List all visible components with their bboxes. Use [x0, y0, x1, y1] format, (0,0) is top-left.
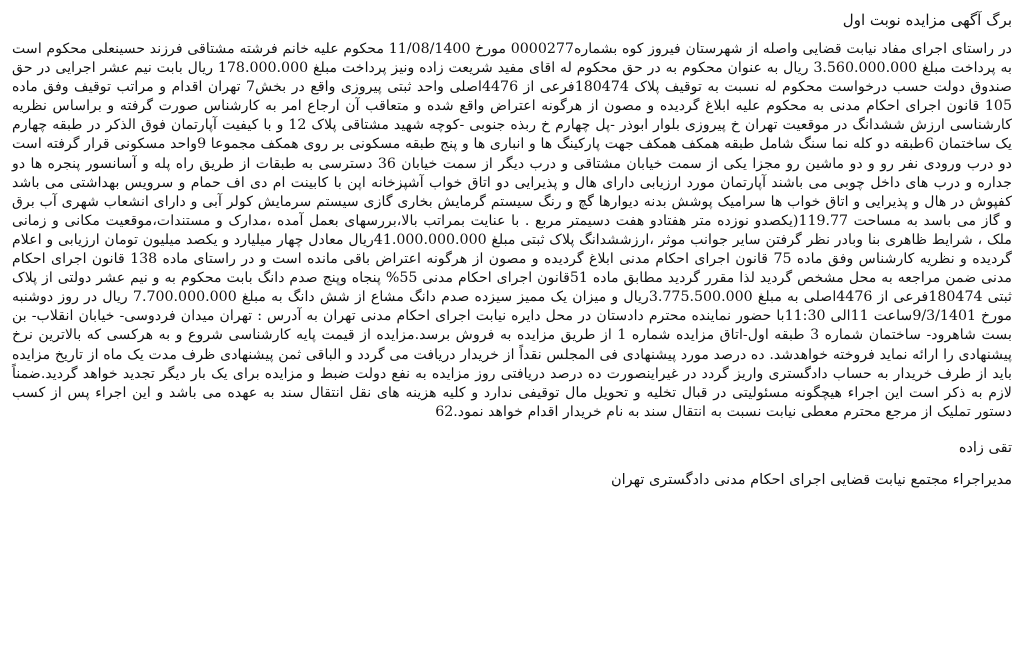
notice-title: برگ آگهی مزایده نوبت اول — [842, 11, 1012, 29]
signer-name: تقی زاده — [958, 439, 1012, 456]
signer-office: مدیراجراء مجتمع نیابت قضایی اجرای احکام مدنی دادگستری تهران — [610, 471, 1012, 488]
notice-body: در راستای اجرای مفاد نیابت قضایی واصله از شهرستان فیروز کوه بشماره0000277 مورخ 11/08/1400 محکوم علیه خانم فرشته مشتاقی فرزند حسینعلی محکوم است به پرداخت مبلغ 3.560.000.000 ریال به عنوان محکوم به در حق محکوم له اقای مفید شریعت زاده ونیز پرداخت مبلغ 178.000.000 ریال بابت نیم عشر اجرایی در حق صندوق دولت حسب درخواست محکوم له نسبت به توقیف پلاک 180474فرعی از 4476اصلی واحد ثبتی پیروزی واقع در بخش7 تهران اقدام و مراتب توقیف وفق ماده 105 قانون اجرای احکام مدنی به محکوم علیه ابلاغ گردیده و مصون از هرگونه اعتراض واقع شده و متعاقب آن ارجاع امر به کارشناس صورت گرفته و براساس نظریه کارشناسی ارزش ششدانگ در موقعیت تهران خ پیروزی بلوار ابوذر -پل چهارم خ ربذه جنوبی -کوچه شهید مشتاقی پلاک 12 و با کیفیت آپارتمان فوق الذکر در طبقه چهارم یک ساختمان 6طبقه دو کله نما سنگ شامل طبقه همکف همکف جهت پارکینگ ها و انباری ها و پنج طبقه مسکونی بر روی همکف مجموعا 9واحد مسکونی قرار گرفته است دو درب ورودی نفر رو و دو ماشین رو مجزا یکی از سمت خیابان مشتاقی و درب دیگر از سمت خیابان 36 دسترسی به طبقات از طریق راه پله و آسانسور پنجره ها دو جداره و درب های داخل چوبی می باشند آپارتمان مورد ارزیابی دارای هال و پذیرایی دو اتاق خواب آشپزخانه اپن با کابینت ام دی اف حمام و سرویس بهداشتی می باشد کفپوش در هال و پذیرایی و اتاق خواب ها سرامیک پوشش بدنه دیوارها گچ و رنگ سیستم گرمایش بخاری گازی سیستم سرمایش کولر آبی و دارای انشعاب شهری آب برق و گاز می باسد به مساحت 119.77(یکصدو نوزده متر هفتادو هفت دسیمتر مربع . با عنایت بمراتب بالا،بررسهای بعمل آمده ،مدارک و مستندات،موقعیت مکانی و زمانی ملک ، شرایط ظاهری بنا وبادر نظر گرفتن سایر جوانب موثر ،ارزششدانگ پلاک ثبتی مبلغ 41.000.000.000ریال معادل چهار میلیارد و یکصد میلیون تومان ارزیابی و اعلام گردیده و نظریه کارشناس وفق ماده 75 قانون اجرای احکام مدنی ابلاغ گردیده و مصون از هرگونه اعتراض باقی مانده است و در راستای ماده 138 قانون اجرای احکام مدنی ضمن مراجعه به محل مشخص گردید لذا مقرر گردید مطابق ماده 51قانون اجرای احکام مدنی 55% پنجاه وپنج صدم دانگ بابت محکوم به و نیم عشر دولتی از پلاک ثبتی 180474فرعی از 4476اصلی به مبلغ 3.775.500.000ریال و میزان یک ممیز سیزده صدم دانگ مشاع از شش دانگ به مبلغ 7.700.000.000 ریال در روز دوشنبه مورخ 9/3/1401ساعت 11الی 11:30با حضور نماینده محترم دادستان در محل دایره نیابت اجرای احکام مدنی تهران به آدرس : تهران میدان فردوسی- خیابان انقلاب- بن بست شاهرود- ساختمان شماره 3 طبقه اول-اتاق مزایده شماره 1 از طریق مزایده به فروش برسد.مزایده از قیمت پایه کارشناسی شروع و به هرکسی که بالاترین نرخ پیشنهادی را ارائه نماید فروخته خواهدشد. ده درصد مورد پیشنهادی فی المجلس نقداً از خریدار دریافت می گردد و الباقی ثمن پیشنهادی ظرف مدت یک ماه از تاریخ مزایده باید از طرف خریدار به حساب دادگستری واریز گردد در غیراینصورت ده درصد دریافتی روز مزایده به نفع دولت ضبط و مزایده برای یک بار دیگر تجدید خواهد گردید.ضمناً لازم به ذکر است این اجراء هیچگونه مسئولیتی در قبال تخلیه و تحویل مال توقیفی ندارد و کلیه هزینه های نقل انتقال سند به عهده می باشد و این اجراء پس از کسب دستور تملیک از مرجع محترم معطی نیابت نسبت به انتقال سند به نام خریدار اقدام خواهد نمود.62 — [12, 41, 1012, 420]
